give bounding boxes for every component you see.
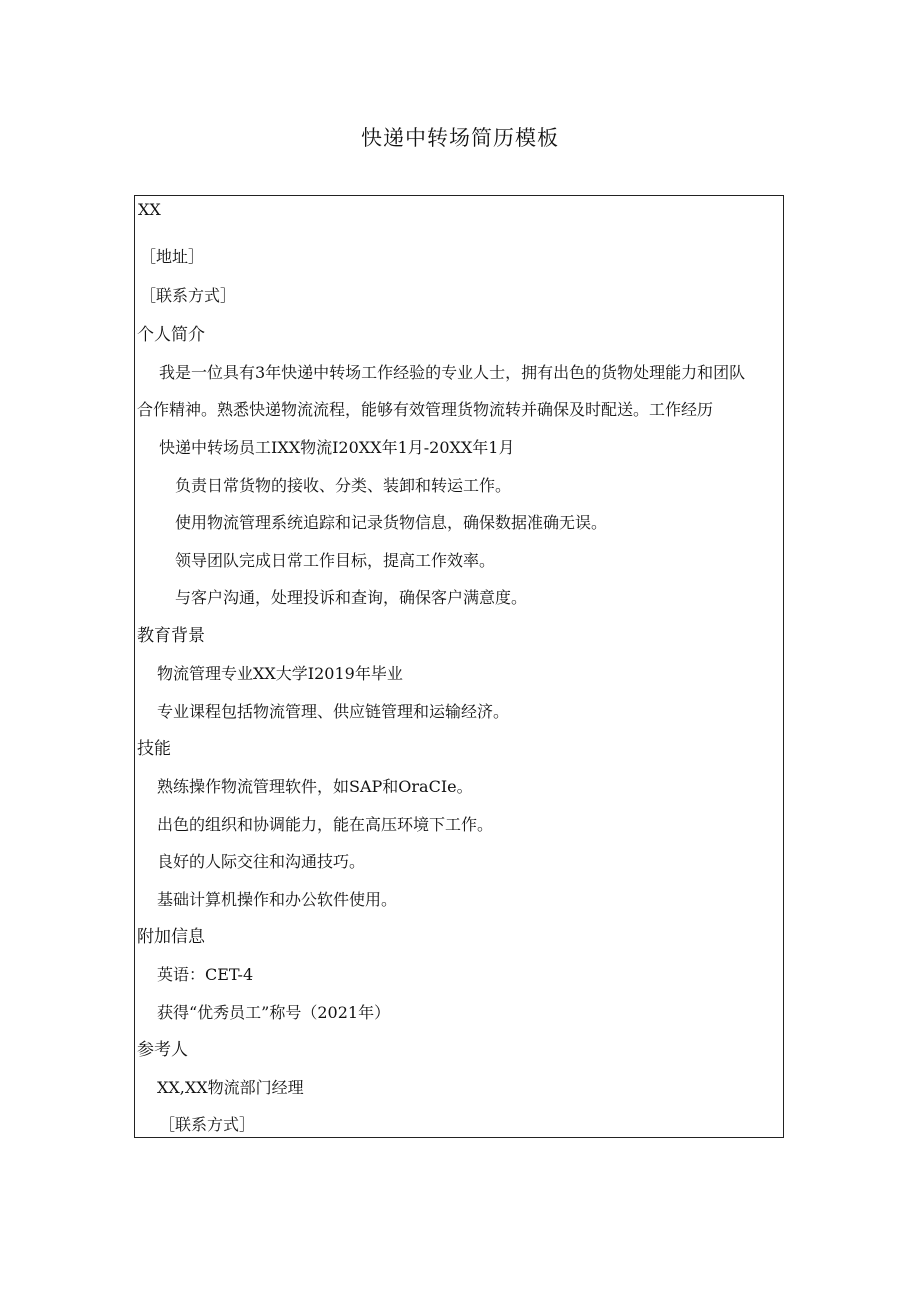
profile-heading: 个人简介 [137, 325, 205, 345]
profile-text-line2: 合作精神。熟悉快递物流流程，能够有效管理货物流转并确保及时配送。工作经历 [137, 400, 714, 419]
additional-item: 获得“优秀员工”称号（2021年） [157, 1003, 391, 1022]
contact-placeholder: ［联系方式］ [140, 286, 237, 305]
references-heading: 参考人 [137, 1040, 188, 1060]
skill-item: 基础计算机操作和办公软件使用。 [157, 890, 398, 909]
skill-item: 出色的组织和协调能力，能在高压环境下工作。 [157, 815, 494, 834]
courses-line: 专业课程包括物流管理、供应链管理和运输经济。 [157, 702, 510, 721]
duty-item: 使用物流管理系统追踪和记录货物信息，确保数据准确无误。 [175, 513, 608, 532]
duty-item: 与客户沟通，处理投诉和查询，确保客户满意度。 [175, 588, 528, 607]
duty-item: 负责日常货物的接收、分类、装卸和转运工作。 [175, 476, 512, 495]
additional-item: 英语：CET-4 [157, 965, 254, 984]
resume-name: XX [138, 200, 161, 219]
education-heading: 教育背景 [137, 626, 205, 646]
skill-item: 良好的人际交往和沟通技巧。 [157, 852, 366, 871]
address-placeholder: ［地址］ [140, 247, 205, 266]
degree-line: 物流管理专业XX大学I2019年毕业 [157, 664, 403, 683]
duty-item: 领导团队完成日常工作目标，提高工作效率。 [175, 551, 496, 570]
skill-item: 熟练操作物流管理软件，如SAP和OraCIe。 [157, 777, 473, 796]
page-title: 快递中转场简历模板 [361, 126, 559, 150]
profile-text-line1: 我是一位具有3年快递中转场工作经验的专业人士，拥有出色的货物处理能力和团队 [159, 363, 746, 382]
additional-heading: 附加信息 [137, 927, 205, 947]
skills-heading: 技能 [137, 739, 171, 759]
job-line: 快递中转场员工IXX物流I20XX年1月-20XX年1月 [159, 438, 515, 457]
reference-person: XX,XX物流部门经理 [157, 1078, 304, 1097]
resume-box [134, 195, 784, 1138]
reference-contact: ［联系方式］ [159, 1115, 256, 1134]
